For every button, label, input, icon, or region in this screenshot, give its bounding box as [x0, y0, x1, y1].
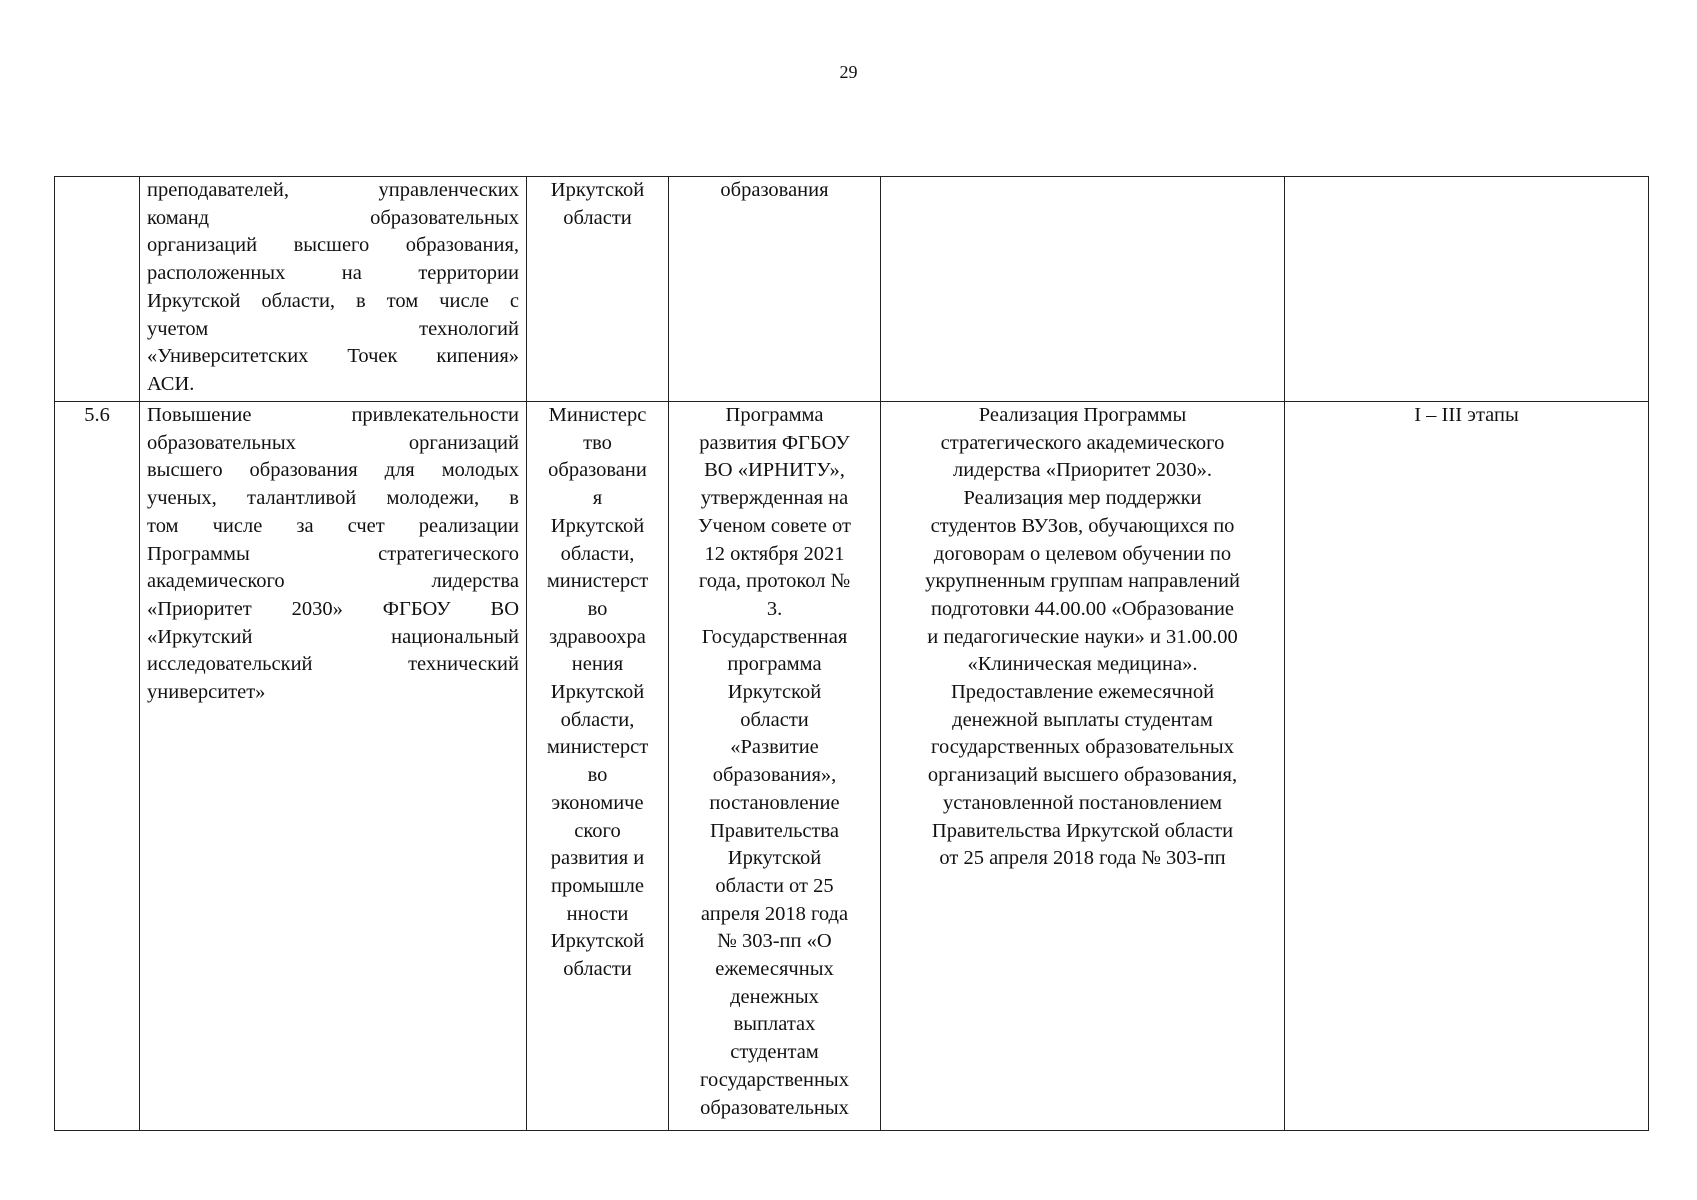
stages-cell: [1285, 177, 1649, 402]
cell-line: во: [587, 764, 608, 787]
cell-line: апреля 2018 года: [700, 902, 849, 925]
cell-line: образования»,: [712, 764, 837, 787]
cell-line: области: [740, 708, 809, 731]
cell-line: Предоставление ежемесячной: [950, 681, 1215, 704]
cell-line: учетом технологий: [147, 317, 519, 340]
cell-line: утвержденная на: [700, 487, 849, 510]
cell-line: Программы стратегического: [147, 542, 519, 565]
cell-line: развития и: [550, 847, 645, 870]
cell-line: государственных: [700, 1068, 849, 1091]
cell-line: области,: [560, 542, 635, 565]
cell-line: от 25 апреля 2018 года № 303-пп: [939, 847, 1226, 870]
cell-line: образовательных организаций: [147, 431, 519, 454]
cell-line: Повышение привлекательности: [147, 404, 519, 426]
table-row: [55, 402, 1649, 1131]
cell-line: команд образовательных: [147, 206, 519, 229]
cell-line: ежемесячных: [715, 958, 834, 981]
cell-line: № 303-пп «О: [717, 930, 832, 953]
cell-line: государственных образовательных: [931, 736, 1234, 759]
cell-line: денежной выплаты студентам: [952, 708, 1213, 731]
cell-line: Иркутской: [727, 681, 822, 704]
cell-line: организаций высшего образования,: [147, 234, 519, 257]
cell-line: «Иркутский национальный: [147, 625, 519, 648]
cell-line: высшего образования для молодых: [147, 459, 519, 482]
cell-line: Государственная: [701, 625, 848, 648]
cell-line: «Клиническая медицина».: [967, 653, 1198, 676]
cell-line: ского: [574, 819, 621, 842]
page-number: 29: [839, 62, 858, 82]
cell-line: преподавателей, управленческих: [147, 179, 519, 201]
stages-cell: [1285, 402, 1649, 1131]
cell-line: укрупненным группам направлений: [925, 570, 1240, 593]
cell-line: Правительства: [709, 819, 839, 842]
cell-line: 3.: [766, 597, 783, 620]
cell-line: лидерства «Приоритет 2030».: [953, 459, 1212, 482]
cell-line: области,: [560, 708, 635, 731]
cell-line: Министерс: [548, 404, 647, 426]
cell-line: том числе за счет реализации: [147, 514, 519, 537]
cell-line: договорам о целевом обучении по: [933, 542, 1232, 565]
row-number-cell: [55, 402, 140, 1131]
cell-line: года, протокол №: [698, 570, 851, 593]
table-row: [55, 177, 1649, 402]
cell-line: исследовательский технический: [147, 653, 519, 676]
cell-line: области: [563, 958, 632, 981]
cell-line: министерст: [546, 736, 649, 759]
cell-line: Реализация Программы: [978, 404, 1187, 426]
cell-line: министерст: [546, 570, 649, 593]
cell-line: тво: [583, 431, 612, 454]
cell-line: денежных: [730, 985, 819, 1008]
cell-line: Правительства Иркутской области: [931, 819, 1234, 842]
cell-line: экономиче: [551, 791, 644, 814]
cell-line: Реализация мер поддержки: [963, 487, 1202, 510]
cell-line: Иркутской: [550, 514, 645, 537]
stages-text: I – III этапы: [1414, 404, 1519, 426]
cell-line: ученых, талантливой молодежи, в: [147, 487, 519, 510]
measures-table: [54, 176, 1649, 1131]
cell-line: Иркутской области, в том числе с: [147, 289, 519, 312]
cell-line: «Университетских Точек кипения»: [147, 345, 519, 368]
cell-line: Иркутской: [550, 930, 645, 953]
cell-line: «Развитие: [730, 736, 819, 759]
cell-line: студентам: [730, 1041, 819, 1064]
cell-line: я: [592, 487, 603, 510]
cell-line: образовательных: [700, 1096, 849, 1119]
cell-line: стратегического академического: [940, 431, 1225, 454]
cell-line: нения: [571, 653, 624, 676]
cell-line: 12 октября 2021: [704, 542, 845, 565]
executor-cell: [527, 402, 669, 1131]
cell-line: здравоохра: [549, 625, 646, 648]
cell-line: университет»: [147, 681, 266, 704]
cell-line: образовани: [548, 459, 647, 482]
cell-line: студентов ВУЗов, обучающихся по: [930, 514, 1235, 537]
cell-line: Иркутской: [727, 847, 822, 870]
cell-line: программа: [727, 653, 822, 676]
cell-line: Ученом совете от: [698, 514, 851, 537]
cell-line: и педагогические науки» и 31.00.00: [927, 625, 1238, 648]
cell-line: Иркутской: [550, 179, 645, 201]
cell-line: нности: [566, 902, 629, 925]
cell-line: во: [587, 597, 608, 620]
cell-line: постановление: [709, 791, 840, 814]
cell-line: Иркутской: [550, 681, 645, 704]
measures-cell: [881, 402, 1285, 1131]
cell-line: выплатах: [733, 1013, 816, 1036]
cell-line: подготовки 44.00.00 «Образование: [930, 597, 1235, 620]
cell-line: установленной постановлением: [942, 791, 1222, 814]
cell-line: области: [563, 206, 632, 229]
source-cell: [669, 402, 881, 1131]
cell-line: ВО «ИРНИТУ»,: [704, 459, 845, 482]
source-cell: [669, 177, 881, 402]
measures-cell: [881, 177, 1285, 402]
cell-line: области от 25: [715, 874, 834, 897]
cell-line: АСИ.: [147, 372, 195, 395]
cell-line: развития ФГБОУ: [699, 431, 850, 454]
row-number-cell: [55, 177, 140, 402]
cell-line: образования: [720, 179, 829, 201]
cell-line: расположенных на территории: [147, 262, 519, 285]
cell-line: Программа: [725, 404, 824, 426]
description-cell: [140, 402, 527, 1131]
cell-line: промышле: [551, 874, 644, 897]
executor-cell: [527, 177, 669, 402]
cell-line: организаций высшего образования,: [927, 764, 1238, 787]
row-number: 5.6: [84, 404, 110, 426]
description-cell: [140, 177, 527, 402]
cell-line: академического лидерства: [147, 570, 519, 593]
cell-line: «Приоритет 2030» ФГБОУ ВО: [147, 597, 519, 620]
